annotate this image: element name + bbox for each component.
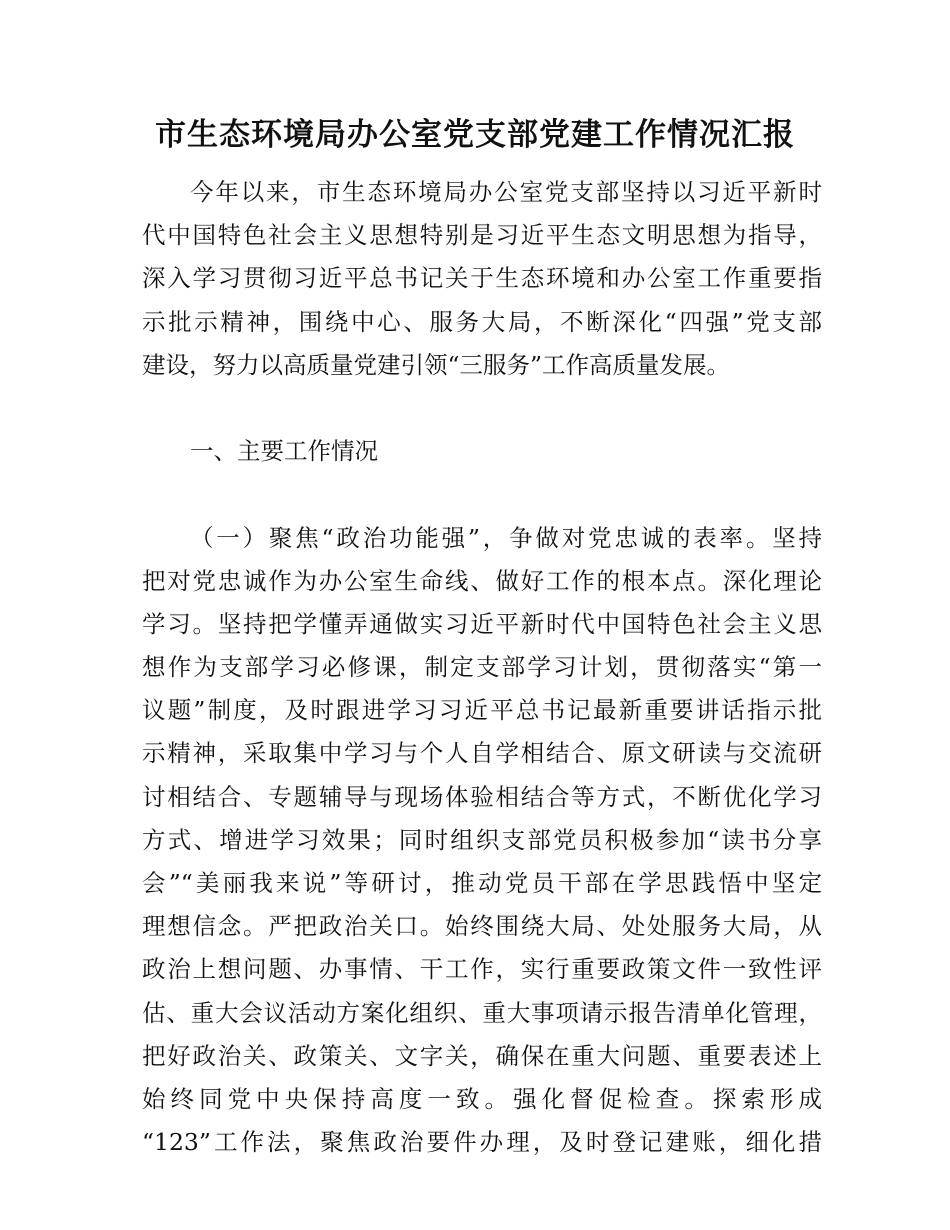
paragraph-line: 理想信念。严把政治关口。始终围绕大局、处处服务大局，从 (142, 912, 822, 941)
paragraph-line: 今年以来，市生态环境局办公室党支部坚持以习近平新时 (190, 178, 822, 206)
paragraph-line: 把好政治关、政策关、文字关，确保在重大问题、重要表述上 (142, 1041, 822, 1070)
paragraph-line: 想作为支部学习必修课，制定支部学习计划，贯彻落实“第一 (142, 653, 822, 682)
paragraph-line: 示精神，采取集中学习与个人自学相结合、原文研读与交流研 (142, 739, 822, 768)
paragraph-line: 建设，努力以高质量党建引领“三服务”工作高质量发展。 (142, 350, 731, 379)
paragraph-line: 讨相结合、专题辅导与现场体验相结合等方式，不断优化学习 (142, 782, 822, 811)
document-body (142, 171, 822, 1164)
section-heading: 一、主要工作情况 (190, 437, 378, 466)
blank-line (142, 473, 822, 516)
paragraph-line: 把对党忠诚作为办公室生命线、做好工作的根本点。深化理论 (142, 566, 822, 595)
paragraph-line: 始终同党中央保持高度一致。强化督促检查。探索形成 (142, 1084, 822, 1113)
paragraph-line: 示批示精神，围绕中心、服务大局，不断深化“四强”党支部 (142, 307, 822, 336)
paragraph-line: 深入学习贯彻习近平总书记关于生态环境和办公室工作重要指 (142, 264, 822, 293)
paragraph-line: （一）聚焦“政治功能强”，争做对党忠诚的表率。坚持 (190, 523, 822, 552)
document-title: 市生态环境局办公室党支部党建工作情况汇报 (155, 117, 795, 153)
paragraph-line: “123”工作法，聚焦政治要件办理，及时登记建账，细化措 (142, 1128, 822, 1157)
paragraph-line: 代中国特色社会主义思想特别是习近平生态文明思想为指导， (142, 221, 822, 250)
paragraph-line: 会”“美丽我来说”等研讨，推动党员干部在学思践悟中坚定 (142, 869, 822, 897)
paragraph-line: 政治上想问题、办事情、干工作，实行重要政策文件一致性评 (142, 955, 822, 984)
paragraph-line: 学习。坚持把学懂弄通做实习近平新时代中国特色社会主义思 (142, 609, 822, 638)
paragraph-line: 方式、增进学习效果；同时组织支部党员积极参加“读书分享 (142, 825, 822, 854)
paragraph-line: 议题”制度，及时跟进学习习近平总书记最新重要讲话指示批 (142, 696, 822, 725)
paragraph-line: 估、重大会议活动方案化组织、重大事项请示报告清单化管理， (142, 998, 822, 1027)
blank-line (142, 387, 822, 430)
